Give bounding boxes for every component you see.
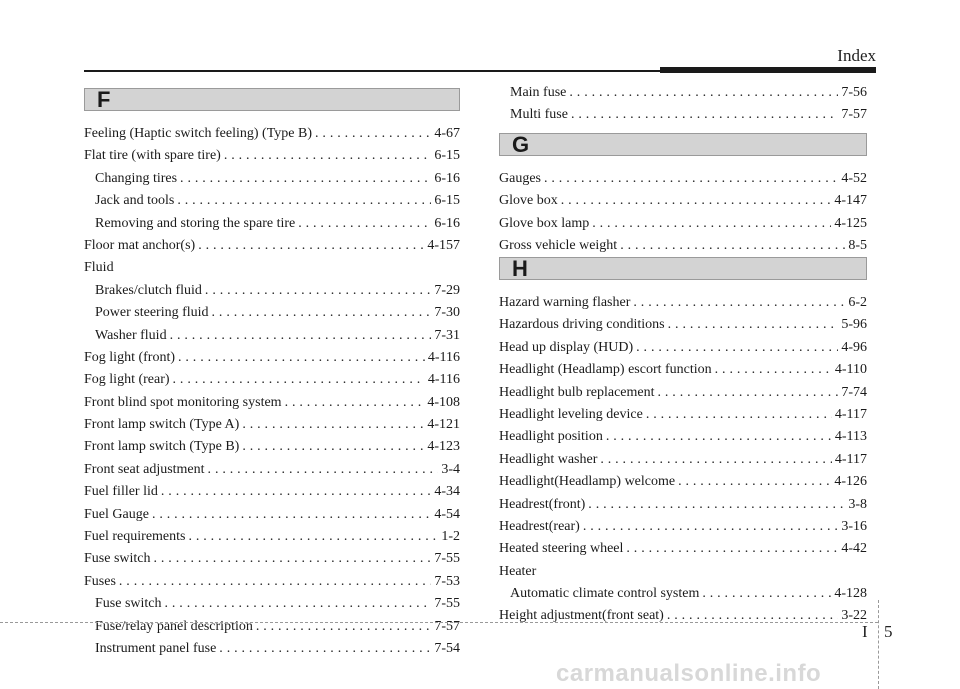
dot-leader xyxy=(285,392,425,414)
footer-chapter-label: I xyxy=(862,622,868,641)
footer-page-number: 5 xyxy=(884,622,893,641)
index-entry xyxy=(84,325,460,347)
entry-term: Removing and storing the spare tire xyxy=(95,215,296,231)
index-entry-list xyxy=(499,292,867,628)
entry-term: Front seat adjustment xyxy=(84,461,205,477)
dot-leader xyxy=(668,314,839,336)
dot-leader xyxy=(208,459,439,481)
entry-term: Headlight leveling device xyxy=(499,406,643,422)
footer-dashed-divider xyxy=(878,600,879,689)
section-header-g xyxy=(499,133,867,156)
entry-term: Fuses xyxy=(84,573,116,589)
entry-page-ref: 4-42 xyxy=(841,541,867,557)
dot-leader xyxy=(592,213,831,235)
index-entry xyxy=(499,426,867,448)
entry-page-ref: 1-2 xyxy=(441,529,460,545)
index-entry xyxy=(84,168,460,190)
entry-term: Fluid xyxy=(84,260,114,276)
entry-term: Flat tire (with spare tire) xyxy=(84,148,221,164)
entry-term: Heater xyxy=(499,563,537,579)
dot-leader xyxy=(646,404,832,426)
entry-page-ref: 3-22 xyxy=(841,608,867,624)
footer-dashed-rule xyxy=(0,622,878,623)
dot-leader xyxy=(177,190,431,212)
entry-term: Instrument panel fuse xyxy=(95,640,217,656)
dot-leader xyxy=(165,593,432,615)
dot-leader xyxy=(154,548,432,570)
entry-page-ref: 6-15 xyxy=(434,193,460,209)
entry-term: Hazard warning flasher xyxy=(499,295,631,310)
dot-leader xyxy=(636,337,838,359)
entry-page-ref: 4-116 xyxy=(427,372,460,388)
entry-term: Fuel Gauge xyxy=(84,506,149,522)
entry-page-ref: 4-67 xyxy=(434,126,460,141)
entry-page-ref: 7-31 xyxy=(434,327,460,343)
dot-leader xyxy=(180,168,431,190)
index-entry xyxy=(499,605,867,627)
entry-page-ref: 6-15 xyxy=(434,148,460,164)
entry-page-ref: 7-55 xyxy=(434,596,460,612)
dot-leader xyxy=(569,82,838,104)
entry-term: Fuel filler lid xyxy=(84,484,158,500)
entry-term: Headlight position xyxy=(499,429,603,445)
dot-leader xyxy=(633,292,845,314)
entry-page-ref: 3-16 xyxy=(841,518,867,534)
dot-leader xyxy=(715,359,832,381)
dot-leader xyxy=(600,449,831,471)
entry-term: Headlight washer xyxy=(499,451,598,467)
index-entry xyxy=(499,449,867,471)
entry-page-ref: 7-74 xyxy=(841,384,867,400)
entry-page-ref: 5-96 xyxy=(841,317,867,333)
entry-page-ref: 4-121 xyxy=(427,417,460,433)
dot-leader xyxy=(544,168,838,190)
entry-page-ref: 7-57 xyxy=(841,107,867,123)
index-entry xyxy=(84,571,460,593)
entry-term: Height adjustment(front seat) xyxy=(499,608,664,624)
index-entry xyxy=(84,392,460,414)
entry-page-ref: 4-117 xyxy=(834,451,867,467)
entry-term: Headrest(rear) xyxy=(499,518,580,534)
index-entry xyxy=(84,145,460,167)
index-entry xyxy=(84,436,460,458)
entry-term: Head up display (HUD) xyxy=(499,339,634,355)
dot-leader xyxy=(212,302,432,324)
index-entry xyxy=(84,548,460,570)
dot-leader xyxy=(119,571,431,593)
entry-page-ref: 4-52 xyxy=(841,171,867,186)
index-entry xyxy=(84,369,460,391)
dot-leader xyxy=(242,436,424,458)
entry-term: Fog light (front) xyxy=(84,349,175,365)
index-entry xyxy=(84,302,460,324)
index-entry xyxy=(499,292,867,314)
entry-term: Headrest(front) xyxy=(499,496,586,512)
dot-leader xyxy=(298,213,431,235)
entry-term: Fog light (rear) xyxy=(84,372,170,388)
entry-term: Hazardous driving conditions xyxy=(499,317,665,333)
index-entry xyxy=(84,616,460,638)
dot-leader xyxy=(205,280,431,302)
index-entry xyxy=(499,190,867,212)
entry-term: Heated steering wheel xyxy=(499,541,624,557)
dot-leader xyxy=(219,638,431,660)
entry-page-ref: 7-53 xyxy=(434,573,460,589)
page-header-title: Index xyxy=(837,46,876,65)
dot-leader xyxy=(256,616,431,638)
index-entry xyxy=(84,347,460,369)
entry-term: Feeling (Haptic switch feeling) (Type B) xyxy=(84,126,313,141)
entry-page-ref: 6-16 xyxy=(434,170,460,186)
dot-leader xyxy=(667,605,838,627)
dot-leader xyxy=(658,382,839,404)
dot-leader xyxy=(198,235,424,257)
index-entry xyxy=(84,593,460,615)
dot-leader xyxy=(242,414,424,436)
entry-page-ref: 4-117 xyxy=(834,406,867,422)
index-entry xyxy=(499,471,867,493)
index-entry xyxy=(499,168,867,190)
entry-term: Jack and tools xyxy=(95,193,175,209)
dot-leader xyxy=(170,325,432,347)
entry-term: Main fuse xyxy=(510,85,567,100)
entry-page-ref: 6-16 xyxy=(434,215,460,231)
entry-page-ref: 6-2 xyxy=(848,295,867,310)
index-entry xyxy=(84,123,460,145)
entry-page-ref: 4-108 xyxy=(427,394,460,410)
entry-page-ref: 3-4 xyxy=(441,461,460,477)
entry-term: Gauges xyxy=(499,171,541,186)
entry-term: Washer fluid xyxy=(95,327,167,343)
entry-page-ref: 4-123 xyxy=(427,439,460,455)
dot-leader xyxy=(606,426,832,448)
entry-page-ref: 7-54 xyxy=(434,640,460,656)
section-header-f xyxy=(84,88,460,111)
section-header-h xyxy=(499,257,867,280)
index-entry xyxy=(84,459,460,481)
entry-page-ref: 4-110 xyxy=(834,362,867,378)
index-entry xyxy=(84,280,460,302)
index-entry xyxy=(499,104,867,126)
entry-page-ref: 4-126 xyxy=(834,474,867,490)
entry-term: Glove box lamp xyxy=(499,215,590,231)
watermark-text: carmanualsonline.info xyxy=(556,660,822,687)
entry-term: Automatic climate control system xyxy=(510,586,700,602)
index-entry-list xyxy=(499,168,867,258)
index-entry xyxy=(84,526,460,548)
index-entry xyxy=(499,404,867,426)
dot-leader xyxy=(152,504,431,526)
section-letter: H xyxy=(512,256,528,281)
index-entry xyxy=(499,82,867,104)
entry-term: Glove box xyxy=(499,193,558,209)
entry-term: Fuel requirements xyxy=(84,529,186,545)
entry-page-ref: 3-8 xyxy=(848,496,867,512)
entry-page-ref: 4-116 xyxy=(427,349,460,365)
entry-page-ref: 7-55 xyxy=(434,551,460,567)
dot-leader xyxy=(178,347,425,369)
index-entry xyxy=(499,516,867,538)
entry-term: Brakes/clutch fluid xyxy=(95,282,202,298)
index-entry xyxy=(499,538,867,560)
entry-term: Floor mat anchor(s) xyxy=(84,237,196,253)
entry-page-ref: 4-125 xyxy=(834,215,867,231)
dot-leader xyxy=(571,104,838,126)
entry-page-ref: 8-5 xyxy=(848,238,867,254)
dot-leader xyxy=(583,516,839,538)
entry-term: Multi fuse xyxy=(510,107,568,123)
index-entry xyxy=(499,235,867,257)
index-entry-list xyxy=(499,82,867,127)
index-entry xyxy=(499,359,867,381)
dot-leader xyxy=(588,494,845,516)
entry-page-ref: 4-54 xyxy=(434,506,460,522)
index-entry xyxy=(84,481,460,503)
dot-leader xyxy=(224,145,431,167)
entry-term: Fuse/relay panel description xyxy=(95,618,253,634)
dot-leader xyxy=(188,526,438,548)
dot-leader xyxy=(702,583,831,605)
entry-page-ref: 4-34 xyxy=(434,484,460,500)
index-entry xyxy=(499,561,867,583)
entry-term: Fuse switch xyxy=(95,596,162,612)
index-entry xyxy=(84,257,460,279)
entry-term: Power steering fluid xyxy=(95,305,209,321)
entry-term: Fuse switch xyxy=(84,551,151,567)
entry-page-ref: 4-113 xyxy=(834,429,867,445)
entry-term: Headlight(Headlamp) welcome xyxy=(499,474,676,490)
index-entry xyxy=(499,382,867,404)
dot-leader xyxy=(173,369,425,391)
entry-page-ref: 4-128 xyxy=(834,586,867,602)
entry-term: Headlight (Headlamp) escort function xyxy=(499,362,712,378)
entry-term: Gross vehicle weight xyxy=(499,238,618,254)
entry-page-ref: 4-147 xyxy=(834,193,867,209)
index-entry xyxy=(84,190,460,212)
dot-leader xyxy=(561,190,832,212)
entry-term: Front lamp switch (Type A) xyxy=(84,417,240,433)
index-entry xyxy=(499,314,867,336)
entry-page-ref: 4-96 xyxy=(841,339,867,355)
entry-term: Changing tires xyxy=(95,170,178,186)
index-entry xyxy=(499,213,867,235)
entry-term: Front lamp switch (Type B) xyxy=(84,439,240,455)
index-entry xyxy=(499,337,867,359)
entry-page-ref: 7-56 xyxy=(841,85,867,100)
entry-page-ref: 7-30 xyxy=(434,305,460,321)
dot-leader xyxy=(678,471,831,493)
index-entry-list xyxy=(84,123,460,660)
index-entry xyxy=(84,504,460,526)
index-entry xyxy=(84,414,460,436)
dot-leader xyxy=(161,481,431,503)
entry-page-ref: 4-157 xyxy=(427,237,460,253)
index-entry xyxy=(84,235,460,257)
dot-leader xyxy=(315,123,431,145)
header-rule-accent xyxy=(660,67,876,73)
index-entry xyxy=(499,494,867,516)
dot-leader xyxy=(626,538,838,560)
entry-page-ref: 7-29 xyxy=(434,282,460,298)
section-letter: F xyxy=(97,87,111,112)
entry-term: Headlight bulb replacement xyxy=(499,384,655,400)
index-entry xyxy=(84,638,460,660)
entry-page-ref: 7-57 xyxy=(434,618,460,634)
dot-leader xyxy=(620,235,845,257)
section-letter: G xyxy=(512,132,530,157)
entry-term: Front blind spot monitoring system xyxy=(84,394,282,410)
index-entry xyxy=(499,583,867,605)
index-entry xyxy=(84,213,460,235)
